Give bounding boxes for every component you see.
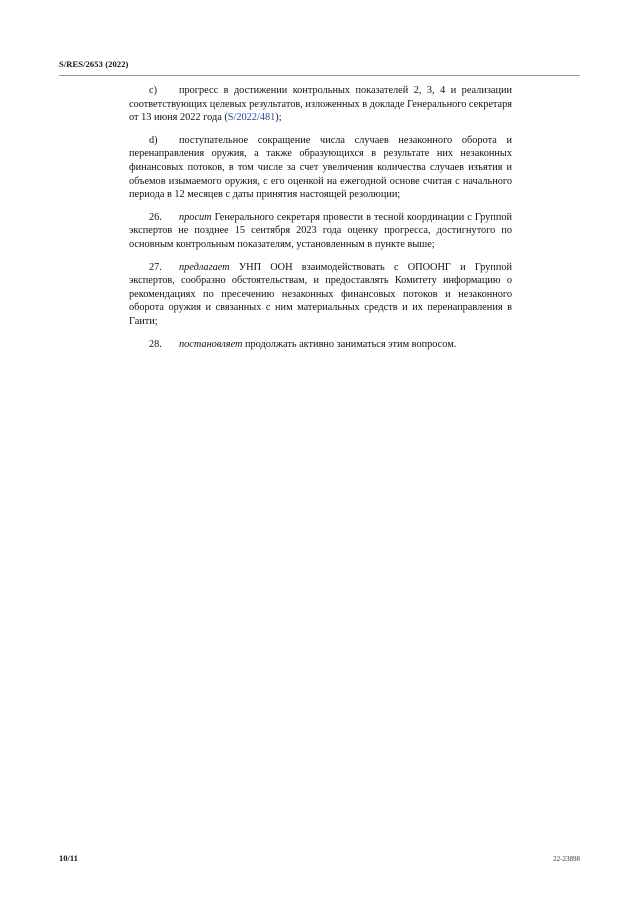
operative-verb: просит — [179, 211, 212, 223]
paragraph-text: УНП ООН взаимодействовать с ОПООНГ и Группой экспертов, сообразно обстоятельствам, и предоставлять Комитету информацию о рекомендациях по пресечению незаконных финансовых потоков и незаконного оборота оружия и связанных с ним материальных средств и их перенаправления в Гаити; — [129, 261, 512, 327]
paragraph-text: продолжать активно заниматься этим вопросом. — [242, 338, 457, 350]
subparagraph-label: d) — [149, 134, 158, 146]
document-body — [129, 84, 512, 360]
subparagraph-text: прогресс в достижении контрольных показателей 2, 3, 4 и реализации соответствующих целевых результатов, изложенных в докладе Генерального секретаря от 13 июня 2022 года ( — [129, 85, 513, 124]
paragraph-text: Генерального секретаря провести в тесной координации с Группой экспертов не позднее 15 сентября 2023 года оценку прогресса, достигнутого по основным контрольным показателям, установленным в пункте выше; — [129, 211, 512, 250]
paragraph-26 — [129, 211, 512, 252]
subparagraph-text: поступательное сокращение числа случаев незаконного оборота и перенаправления оружия, а также образующихся в результате них незаконных финансовых потоков, в том числе за счет увеличения количества случаев изъятия и объемов изымаемого оружия, с его оценкой на ежегодной основе считая с начального периода в 12 месяцев с даты принятия настоящей резолюции; — [129, 134, 512, 201]
document-link[interactable]: S/2022/481 — [227, 112, 276, 124]
paragraph-number: 28. — [149, 338, 162, 350]
subparagraph-d — [129, 134, 512, 202]
document-symbol: S/RES/2653 (2022) — [59, 59, 129, 69]
paragraph-number: 26. — [149, 211, 162, 223]
document-number: 22-23898 — [553, 855, 580, 863]
subparagraph-text-end: ); — [275, 112, 282, 124]
operative-verb: постановляет — [179, 338, 243, 350]
operative-verb: предлагает — [179, 261, 230, 273]
subparagraph-label: c) — [149, 85, 157, 96]
header-divider — [59, 75, 580, 76]
page-number: 10/11 — [59, 853, 78, 863]
paragraph-27 — [129, 261, 512, 329]
paragraph-number: 27. — [149, 261, 162, 273]
subparagraph-c — [129, 84, 512, 125]
paragraph-28 — [129, 338, 512, 352]
